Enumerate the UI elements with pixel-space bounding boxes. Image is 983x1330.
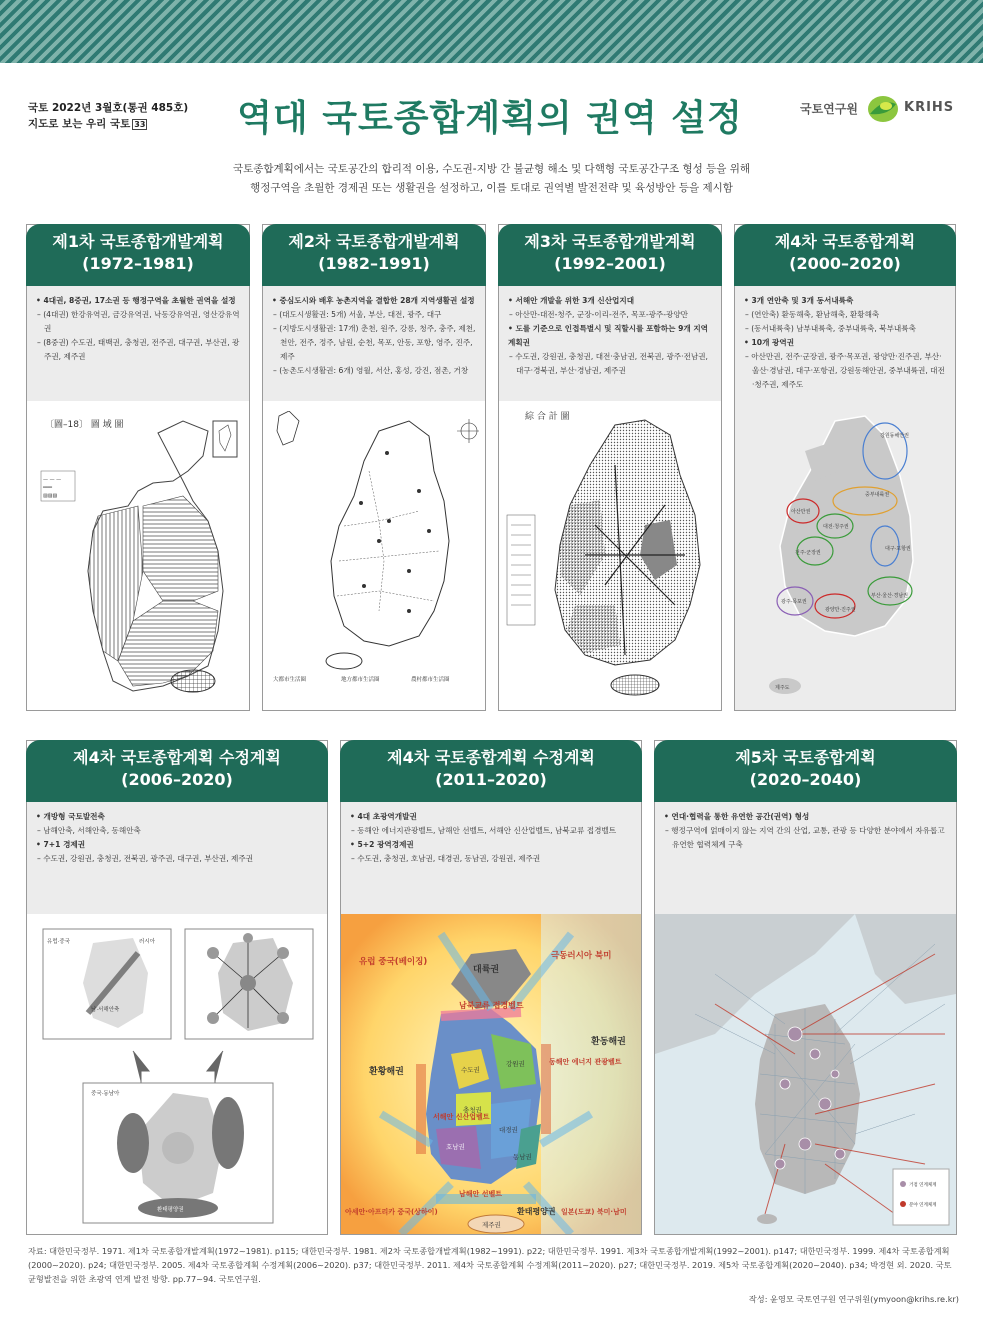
- plan-map-5: [33, 923, 321, 1228]
- map-label: 극동러시아 북미: [551, 951, 612, 961]
- logo-mark-icon: [866, 94, 900, 124]
- map-label: 대전·청주권: [823, 524, 849, 530]
- map-label: 수도권: [461, 1066, 480, 1074]
- desc-line: • 7+1 경제권: [36, 840, 86, 849]
- desc-line: – 아산만권, 전주·군장권, 광주·목포권, 광양만·진주권, 부산·울산·경남권, 대구·포항권, 강원동해안권, 중부내륙권, 대전·청주권, 제주도: [745, 352, 945, 389]
- desc-line: – (동서내륙축) 남부내륙축, 중부내륙축, 북부내륙축: [745, 324, 916, 333]
- intro-text: [140, 160, 843, 198]
- svg-text:— — —: — — —: [43, 477, 62, 483]
- desc-line: • 3개 연안축 및 3개 동서내륙축: [744, 296, 854, 305]
- plan-description: [655, 802, 956, 914]
- intro-line-1: 국토종합계획에서는 국토공간의 합리적 이용, 수도권-지방 간 불균형 해소 및 다핵형 국토공간구조 형성 등을 위해: [232, 163, 751, 175]
- desc-line: – (농촌도시생활권: 6개) 영월, 서산, 홍성, 강진, 점촌, 거창: [273, 366, 469, 375]
- page-title: 역대 국토종합계획의 권역 설정: [237, 98, 743, 139]
- plan-period: (2011–2020): [435, 770, 547, 789]
- plan-card-3: [498, 224, 722, 711]
- desc-line: – 아산만-대전-청주, 군장-이리-전주, 목포-광주-광양만: [509, 310, 689, 319]
- desc-line: – 수도권, 충청권, 호남권, 대경권, 동남권, 강원권, 제주권: [351, 854, 541, 863]
- map-label: 대구·포항권: [885, 546, 911, 552]
- map-label: 남북교류 접경벨트: [459, 1001, 524, 1010]
- map-label: 강원권: [506, 1060, 525, 1068]
- map-label: 유럽 중국(베이징): [359, 957, 428, 967]
- map-label: 호남권: [446, 1143, 465, 1151]
- legend-item: 분야 연계체계: [909, 1203, 937, 1208]
- map-label: 일본(도쿄) 북미·남미: [561, 1208, 627, 1216]
- map-label: 대경권: [499, 1126, 518, 1134]
- desc-line: • 연대·협력을 통한 유연한 공간(권역) 형성: [664, 812, 810, 821]
- plan-card-4: [734, 224, 956, 711]
- desc-line: – (8중권) 수도권, 태백권, 충청권, 전주권, 대구권, 부산권, 광주권, 제주권: [37, 338, 240, 361]
- plan-card-header: [262, 224, 486, 286]
- map-label: 아산만권: [791, 509, 811, 515]
- plan-title: 제4차 국토종합계획 수정계획: [73, 748, 281, 767]
- map-label: 중부내륙권: [865, 492, 890, 498]
- svg-text:▨▨▨: ▨▨▨: [43, 493, 58, 499]
- map-label: 충청권: [463, 1106, 482, 1114]
- map-label: 서해안 신산업벨트: [433, 1113, 490, 1121]
- legend-item: 地方都市生活圈: [341, 677, 380, 683]
- map-label: 광양만·진주권: [825, 607, 856, 613]
- fourth-revised-2006-map: [33, 923, 323, 1229]
- map-label: 강원동해안권: [880, 433, 909, 439]
- map-label: 아세안·아프리카 중국(상하이): [345, 1208, 438, 1216]
- plan-description: [735, 286, 955, 401]
- fourth-plan-region-map: [735, 401, 955, 711]
- krihs-logo: [800, 94, 960, 124]
- issue-info: [28, 100, 188, 132]
- plan-card-header: [498, 224, 722, 286]
- legend-item: 農村都市生活圈: [411, 677, 450, 683]
- issue-line-2: [28, 116, 188, 132]
- map-label: 러시아: [139, 939, 155, 945]
- svg-text:═══: ═══: [43, 485, 53, 491]
- map-label: 동해안 에너지 관광벨트: [549, 1058, 622, 1066]
- map-caption: 綜 合 計 圖: [525, 412, 570, 422]
- plan-card-header: [734, 224, 956, 286]
- desc-line: – (4대권) 한강유역권, 금강유역권, 낙동강유역권, 영산강유역권: [37, 310, 240, 333]
- plan-card-7: [654, 740, 957, 1235]
- map-label: 환태평양권: [517, 1207, 556, 1216]
- plan-card-6: [340, 740, 642, 1235]
- plan-period: (2000–2020): [789, 254, 901, 273]
- author-credit: 작성: 윤영모 국토연구원 연구위원(ymyoon@krihs.re.kr): [748, 1294, 959, 1304]
- map-label: 남해안 선벨트: [459, 1190, 503, 1198]
- desc-line: – 행정구역에 얽매이지 않는 지역 간의 산업, 교통, 관광 등 다양한 분야에서 자유롭고 유연한 협력체계 구축: [665, 826, 945, 849]
- plan-period: (2020–2040): [749, 770, 862, 789]
- intro-line-2: 행정구역을 초월한 경제권 또는 생활권을 설정하고, 이를 토대로 권역별 발전전략 및 육성방안 등을 제시함: [250, 182, 733, 194]
- desc-line: – (대도시생활권: 5개) 서울, 부산, 대전, 광주, 대구: [273, 310, 442, 319]
- map-label: 부산·울산·경남권: [871, 593, 908, 599]
- map-label: 중국·동남아: [91, 1091, 120, 1097]
- desc-line: • 10개 광역권: [744, 338, 795, 347]
- plan-card-header: [340, 740, 642, 802]
- map-label: 유럽·중국: [47, 939, 71, 945]
- desc-line: • 5+2 광역경제권: [350, 840, 414, 849]
- issue-number: 33: [134, 120, 146, 129]
- plan-map-3: [505, 405, 715, 704]
- desc-line: • 도를 기준으로 인접특별시 및 직할시를 포함하는 9개 지역계획권: [508, 324, 709, 347]
- desc-line: • 서해안 개발을 위한 3개 신산업지대: [508, 296, 635, 305]
- plan-map-2: [269, 411, 479, 704]
- desc-line: – 수도권, 강원권, 충청권, 대전·충남권, 전북권, 광주·전남권, 대구·경북권, 부산·경남권, 제주권: [509, 352, 708, 375]
- desc-line: • 4대권, 8중권, 17소권 등 행정구역을 초월한 권역을 설정: [36, 296, 236, 305]
- plan-map-6: [341, 914, 641, 1234]
- plan-description: [27, 802, 327, 914]
- plan-period: (1982–1991): [318, 254, 430, 273]
- plan-period: (1972–1981): [82, 254, 194, 273]
- map-label: 광주·목포권: [781, 599, 807, 605]
- plan-card-5: [26, 740, 328, 1235]
- source-credits: 자료: 대한민국정부. 1971. 제1차 국토종합개발계획(1972~1981). p115; 대한민국정부. 1981. 제2차 국토종합개발계획(1982~1991). p22; 대한민국정부. 1991. 제3차 국토종합개발계획(1992~2001). p147; 대한민국정부. 1999. 제4차 국토종합계획(2000~2020). p24; 대한민국정부. 2005. 제4차 국토종합계획 수정계획(2006~2020). p37; 대한민국정부. 2011. 제4차 국토종합계획 수정계획(2011~2020). p27; 대한민국정부. 2019. 제5차 국토종합계획(2020~2040). p34; 박경현 외. 2020. 국토 균형발전을 위한 초광역 연계 발전 방향. pp.77~94. 국토연구원.: [28, 1246, 952, 1284]
- plan-period: (1992–2001): [554, 254, 666, 273]
- plan-title: 제5차 국토종합계획: [735, 748, 876, 767]
- top-pattern-band: [0, 0, 983, 63]
- legend-item: 거점 연계체계: [909, 1183, 937, 1188]
- logo-english: KRIHS: [904, 100, 955, 115]
- plan-description: [27, 286, 249, 401]
- plan-title: 제1차 국토종합개발계획: [52, 232, 224, 251]
- plan-title: 제4차 국토종합계획 수정계획: [387, 748, 595, 767]
- map-label: 제주권: [482, 1221, 501, 1229]
- plan-description: [341, 802, 641, 914]
- desc-line: – 남해안축, 서해안축, 동해안축: [37, 826, 141, 835]
- desc-line: – 수도권, 강원권, 충청권, 전북권, 광주권, 대구권, 부산권, 제주권: [37, 854, 254, 863]
- desc-line: • 4대 초광역개발권: [350, 812, 417, 821]
- map-label: 전주·군장권: [795, 550, 821, 556]
- map-label: 환황해권: [369, 1067, 404, 1077]
- plan-description: [263, 286, 485, 401]
- plan-map-1: [33, 411, 243, 704]
- plan-card-header: [26, 740, 328, 802]
- plan-card-2: [262, 224, 486, 711]
- map-label: 제주도: [775, 685, 790, 691]
- plan-title: 제4차 국토종합계획: [774, 232, 916, 251]
- plan-title: 제3차 국토종합개발계획: [524, 232, 696, 251]
- desc-line: – (연안축) 환동해축, 환남해축, 환황해축: [745, 310, 880, 319]
- first-plan-region-map: [33, 411, 243, 701]
- issue-line-1: 국토 2022년 3월호(통권 485호): [28, 102, 189, 114]
- plan-period: (2006–2020): [121, 770, 233, 789]
- desc-line: – 동해안 에너지관광벨트, 남해안 선벨트, 서해안 신산업벨트, 남북교류 접경벨트: [351, 826, 617, 835]
- map-label: 대륙권: [473, 965, 500, 975]
- plan-card-header: [654, 740, 957, 802]
- third-plan-region-map: [505, 405, 715, 705]
- map-label: 남·서해안축: [91, 1007, 120, 1013]
- plan-description: [499, 286, 721, 401]
- fifth-plan-network-map: [655, 914, 956, 1234]
- map-caption: 〔圖–18〕 圖 域 圖: [45, 420, 124, 430]
- legend-item: 大都市生活圈: [273, 677, 307, 683]
- map-label: 동남권: [513, 1153, 532, 1161]
- plan-card-header: [26, 224, 250, 286]
- map-label: 환태평양권: [157, 1207, 184, 1213]
- plan-map-4: [735, 401, 955, 710]
- plan-map-7: [655, 914, 956, 1234]
- plan-card-1: [26, 224, 250, 711]
- logo-korean: 국토연구원: [800, 102, 858, 116]
- second-plan-region-map: [269, 411, 479, 701]
- map-label: 환동해권: [591, 1037, 626, 1047]
- desc-line: – (지방도시생활권: 17개) 춘천, 원주, 강릉, 청주, 충주, 제천, 천안, 전주, 정주, 남원, 순천, 목포, 안동, 포항, 영주, 진주, 제주: [273, 324, 476, 361]
- desc-line: • 개방형 국토발전축: [36, 812, 105, 821]
- plan-title: 제2차 국토종합개발계획: [288, 232, 460, 251]
- fourth-revised-2011-map: [341, 914, 641, 1234]
- issue-series: 지도로 보는 우리 국토: [28, 118, 131, 130]
- desc-line: • 중심도시와 배후 농촌지역을 결합한 28개 지역생활권 설정: [272, 296, 475, 305]
